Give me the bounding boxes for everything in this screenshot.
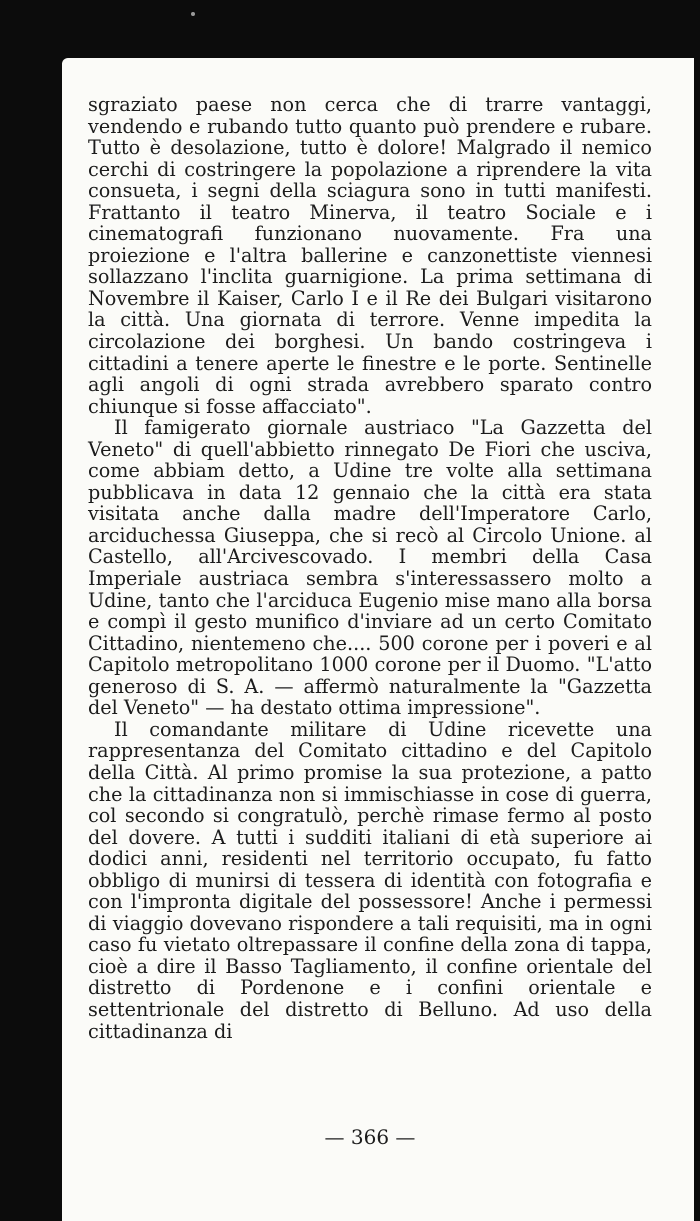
page-number: — 366 —: [324, 1125, 416, 1149]
body-text: [88, 94, 652, 1042]
book-page: [62, 58, 694, 1221]
paragraph-1: sgraziato paese non cerca che di trarre vantaggi, vendendo e rubando tutto quanto può prendere e rubare. Tutto è desolazione, tutto è dolore! Malgrado il nemico cerchi di costringere la popolazione a riprendere la vita consueta, i segni della sciagura sono in tutti manifesti. Frattanto il teatro Minerva, il teatro Sociale e i cinematografi funzionano nuovamente. Fra una proiezione e l'altra ballerine e canzonettiste viennesi sollazzano l'inclita guarnigione. La prima settimana di Novembre il Kaiser, Carlo I e il Re dei Bulgari visitarono la città. Una giornata di terrore. Venne impedita la circolazione dei borghesi. Un bando costringeva i cittadini a tenere aperte le finestre e le porte. Sentinelle agli angoli di ogni strada avrebbero sparato contro chiunque si fosse affacciato".: [88, 93, 652, 418]
paragraph-3: Il comandante militare di Udine ricevette una rappresentanza del Comitato cittadino e del Capitolo della Città. Al primo promise la sua protezione, a patto che la cittadinanza non si immischiasse in cose di guerra, col secondo si congratulò, perchè rimase fermo al posto del dovere. A tutti i sudditi italiani di età superiore ai dodici anni, residenti nel territorio occupato, fu fatto obbligo di munirsi di tessera di identità con fotografia e con l'impronta digitale del possessore! Anche i permessi di viaggio dovevano rispondere a tali requisiti, ma in ogni caso fu vietato oltrepassare il confine della zona di tappa, cioè a dire il Basso Tagliamento, il confine orientale del distretto di Pordenone e i confini orientale e settentrionale del distretto di Belluno. Ad uso della cittadinanza di: [88, 717, 652, 1043]
paragraph-2: Il famigerato giornale austriaco "La Gazzetta del Veneto" di quell'abbietto rinnegato De Fiori che usciva, come abbiam detto, a Udine tre volte alla settimana pubblicava in data 12 gennaio che la città era stata visitata anche dalla madre dell'Imperatore Carlo, arciduchessa Giuseppa, che si recò al Circolo Unione. al Castello, all'Arcivescovado. I membri della Casa Imperiale austriaca sembra s'interessassero molto a Udine, tanto che l'arciduca Eugenio mise mano alla borsa e compì il gesto munifico d'inviare ad un certo Comitato Cittadino, nientemeno che.... 500 corone per i poveri e al Capitolo metropolitano 1000 corone per il Duomo. "L'atto generoso di S. A. — affermò naturalmente la "Gazzetta del Veneto" — ha destato ottima impressione".: [88, 416, 652, 720]
ink-speck: [191, 12, 195, 16]
